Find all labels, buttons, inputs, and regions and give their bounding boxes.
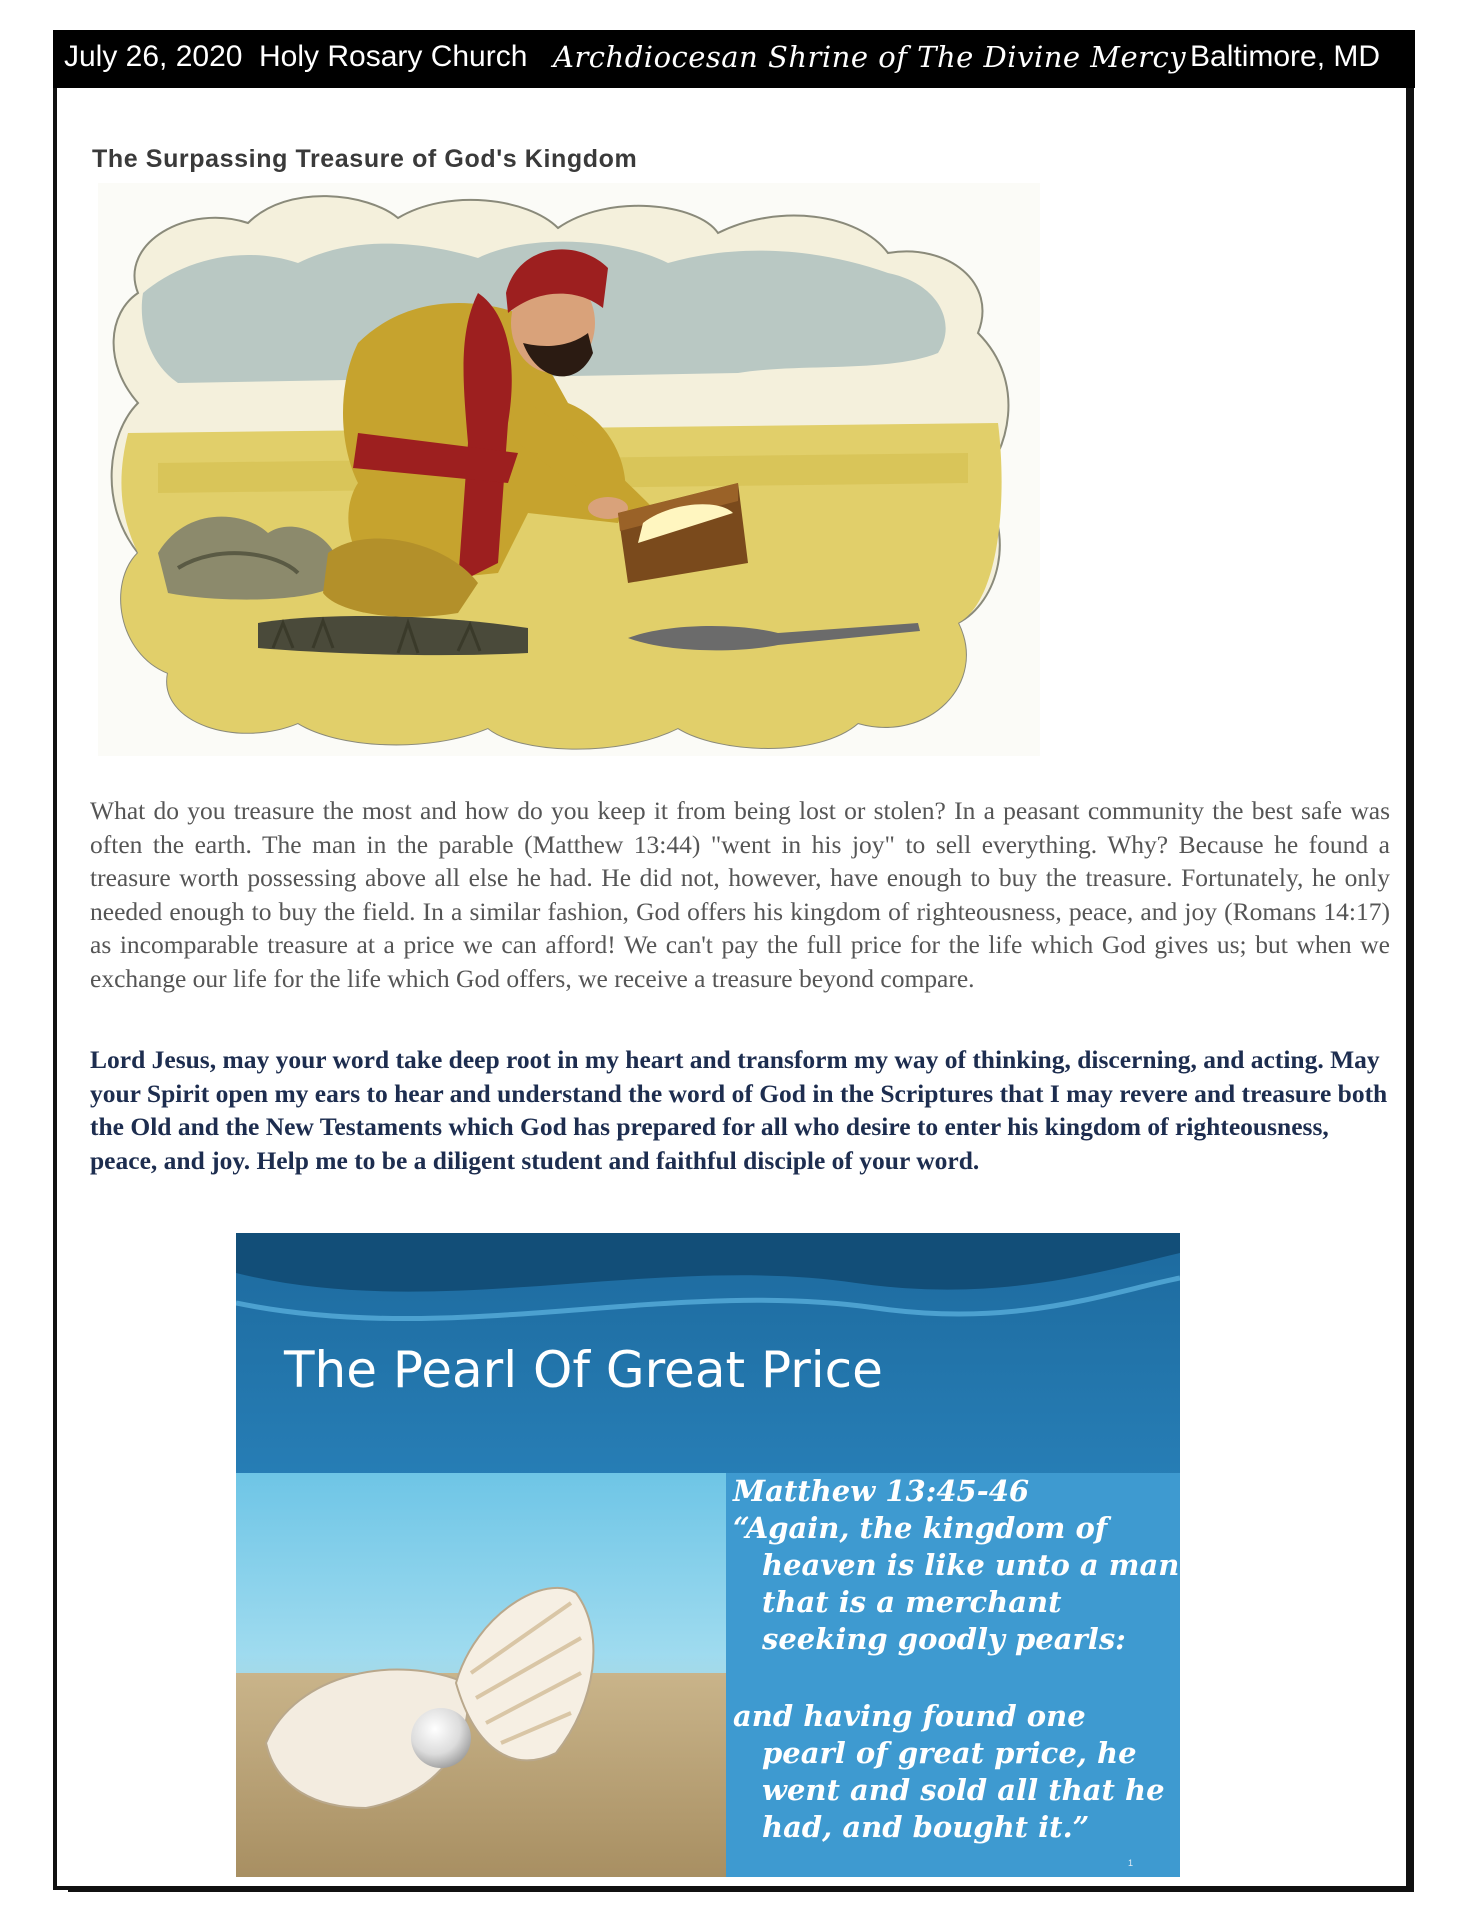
quote-line: heaven is like unto a man [762, 1548, 1180, 1582]
header-shrine: Archdiocesan Shrine of The Divine Mercy [553, 40, 1187, 74]
pearl-slide [236, 1233, 1180, 1877]
quote-line: and having found one [733, 1699, 1086, 1733]
treasure-illustration [98, 183, 1040, 756]
quote-line: had, and bought it.” [762, 1810, 1090, 1844]
header-date: July 26, 2020 [64, 40, 243, 73]
page-border-shadow [1410, 86, 1414, 1892]
treasure-illustration-svg [98, 183, 1040, 756]
header-city: Baltimore, MD [1190, 40, 1381, 73]
pearl-slide-title: The Pearl Of Great Price [284, 1341, 883, 1399]
article-title: The Surpassing Treasure of God's Kingdom [92, 145, 638, 173]
quote-line: that is a merchant [762, 1585, 1062, 1619]
article-paragraph: What do you treasure the most and how do you keep it from being lost or stolen? In a peasant community the best safe was often the earth. The man in the parable (Matthew 13:44) "went in his joy" to sell everything. Why? Because he found a treasure worth possessing above all else he had. He did not, however, have enough to buy the treasure. Fortunately, he only needed enough to buy the field. In a similar fashion, God offers his kingdom of righteousness, peace, and joy (Romans 14:17) as incomparable treasure at a price we can afford! We can't pay the full price for the life which God gives us; but when we exchange our life for the life which God offers, we receive a treasure beyond compare. [90, 796, 1390, 993]
pearl-scripture-quote [733, 1473, 1180, 1846]
article-prayer: Lord Jesus, may your word take deep root in my heart and transform my way of thinking, discerning, and acting. May your Spirit open my ears to hear and understand the word of God in the Scriptures that I may revere and treasure both the Old and the New Testaments which God has prepared for all who desire to enter his kingdom of righteousness, peace, and joy. Help me to be a diligent student and faithful disciple of your word. [90, 1045, 1388, 1175]
bulletin-header [53, 30, 1415, 88]
quote-line: went and sold all that he [762, 1773, 1165, 1807]
slide-page-number: 1 [1128, 1858, 1134, 1868]
header-church: Holy Rosary Church [259, 40, 528, 73]
quote-line: “Again, the kingdom of [733, 1511, 1108, 1545]
scripture-reference: Matthew 13:45-46 [733, 1474, 1030, 1508]
quote-line: seeking goodly pearls: [762, 1622, 1126, 1656]
quote-line: pearl of great price, he [762, 1736, 1137, 1770]
page-border-shadow-bottom [68, 1888, 1414, 1892]
